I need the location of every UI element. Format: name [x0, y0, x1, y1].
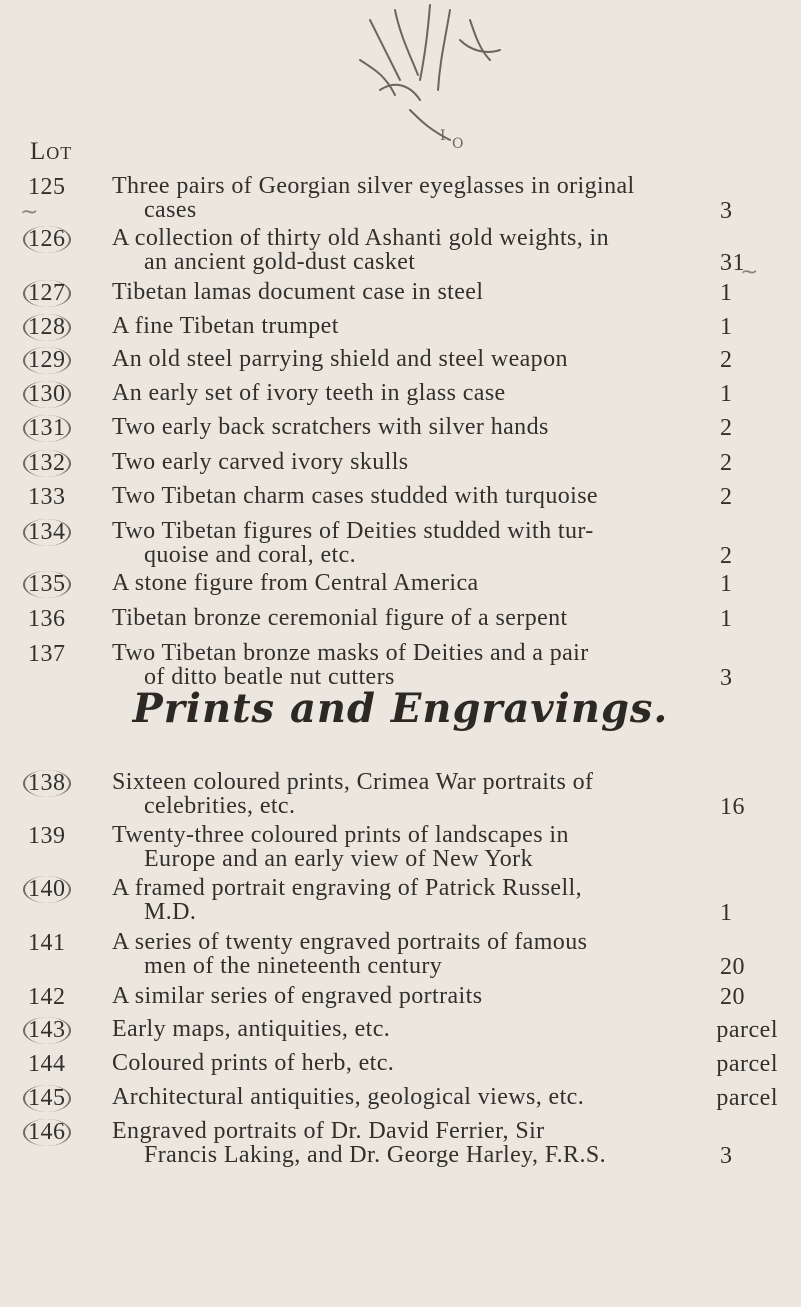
lot-description: A framed portrait engraving of Patrick Russell,	[112, 875, 583, 901]
pencil-sketch-illustration	[300, 0, 540, 160]
lot-description: An old steel parrying shield and steel weapon	[112, 346, 568, 372]
lot-description: A fine Tibetan trumpet	[112, 313, 339, 339]
lot-quantity: 1	[720, 900, 733, 926]
lot-number	[28, 1119, 88, 1146]
lot-number	[28, 930, 88, 957]
lot-quantity: 16	[720, 794, 745, 820]
lot-quantity: 20	[720, 984, 745, 1010]
lot-number	[28, 519, 88, 546]
lot-quantity: 1	[720, 280, 733, 306]
lot-quantity: 1	[720, 606, 733, 632]
lot-number-text: 134	[23, 519, 71, 546]
lot-quantity: 3	[720, 665, 733, 691]
margin-pencil-mark: ~	[20, 200, 39, 225]
lot-description: Twenty-three coloured prints of landscapes in	[112, 822, 569, 848]
lot-description: Sixteen coloured prints, Crimea War portraits of	[112, 769, 594, 795]
lot-description-continued: Europe and an early view of New York	[144, 846, 533, 872]
lot-number-text: 137	[28, 641, 66, 667]
lot-quantity: 1	[720, 571, 733, 597]
lot-quantity: 2	[720, 450, 733, 476]
lot-number-text: 127	[23, 280, 71, 307]
lot-number-text: 139	[28, 823, 66, 849]
lot-number	[28, 280, 88, 307]
lot-description: Two Tibetan bronze masks of Deities and a pair	[112, 640, 589, 666]
lot-number	[28, 1051, 88, 1078]
lot-number	[28, 347, 88, 374]
lot-description: A stone figure from Central America	[112, 570, 479, 596]
lot-number-text: 146	[23, 1119, 71, 1146]
lot-number	[28, 1017, 88, 1044]
lot-number-text: 132	[23, 450, 71, 477]
lot-description: Tibetan lamas document case in steel	[112, 279, 484, 305]
lot-number	[28, 571, 88, 598]
lot-quantity: 2	[720, 543, 733, 569]
lot-number	[28, 1085, 88, 1112]
lot-description: Two Tibetan charm cases studded with turquoise	[112, 483, 598, 509]
lot-number	[28, 984, 88, 1011]
lot-column-header: Lot	[30, 138, 73, 165]
lot-description: Two Tibetan figures of Deities studded with tur-	[112, 518, 594, 544]
lot-number-text: 130	[23, 381, 71, 408]
lot-description: An early set of ivory teeth in glass case	[112, 380, 506, 406]
lot-description-continued: cases	[144, 197, 197, 223]
lot-number	[28, 415, 88, 442]
lot-description: Three pairs of Georgian silver eyeglasses in original	[112, 173, 635, 199]
lot-quantity: 1	[720, 314, 733, 340]
svg-text:I: I	[440, 128, 446, 144]
lot-description: Coloured prints of herb, etc.	[112, 1050, 395, 1076]
lot-quantity: 2	[720, 484, 733, 510]
lot-number-text: 136	[28, 606, 66, 632]
lot-number-text: 126	[23, 226, 71, 253]
lot-description: A series of twenty engraved portraits of famous	[112, 929, 588, 955]
lot-description: Two early carved ivory skulls	[112, 449, 409, 475]
lot-description: Engraved portraits of Dr. David Ferrier, Sir	[112, 1118, 545, 1144]
lot-quantity: parcel	[716, 1017, 778, 1043]
lot-number-text: 133	[28, 484, 66, 510]
lot-description: Early maps, antiquities, etc.	[112, 1016, 391, 1042]
lot-number	[28, 174, 88, 201]
lot-number	[28, 606, 88, 633]
lot-number-text: 145	[23, 1085, 71, 1112]
lot-description: A collection of thirty old Ashanti gold weights, in	[112, 225, 610, 251]
lot-number-text: 131	[23, 415, 71, 442]
lot-number-text: 140	[23, 876, 71, 903]
lot-number-text: 125	[28, 174, 66, 200]
lot-number	[28, 876, 88, 903]
lot-number-text: 141	[28, 930, 66, 956]
lot-quantity: 1	[720, 381, 733, 407]
lot-number-text: 144	[28, 1051, 66, 1077]
lot-description-continued: celebrities, etc.	[144, 793, 296, 819]
lot-number	[28, 381, 88, 408]
lot-quantity: parcel	[716, 1051, 778, 1077]
lot-description-continued: Francis Laking, and Dr. George Harley, F.R.S.	[144, 1142, 606, 1168]
lot-number-text: 142	[28, 984, 66, 1010]
lot-description-continued: an ancient gold-dust casket	[144, 249, 416, 275]
lot-number	[28, 770, 88, 797]
margin-pencil-mark: ~	[740, 260, 759, 285]
lot-number-text: 138	[23, 770, 71, 797]
lot-description-continued: M.D.	[144, 899, 197, 925]
lot-quantity: 3	[720, 198, 733, 224]
lot-number	[28, 450, 88, 477]
lot-description: Tibetan bronze ceremonial figure of a serpent	[112, 605, 568, 631]
lot-quantity: 2	[720, 415, 733, 441]
lot-number	[28, 484, 88, 511]
lot-number	[28, 226, 88, 253]
lot-description: Two early back scratchers with silver hands	[112, 414, 549, 440]
lot-number-text: 129	[23, 347, 71, 374]
lot-number	[28, 641, 88, 668]
lot-number-text: 128	[23, 314, 71, 341]
lot-number-text: 135	[23, 571, 71, 598]
lot-quantity: 31	[720, 250, 745, 276]
lot-number	[28, 314, 88, 341]
lot-description: Architectural antiquities, geological views, etc.	[112, 1084, 585, 1110]
lot-quantity: parcel	[716, 1085, 778, 1111]
section-heading-prints: Prints and Engravings.	[132, 685, 669, 732]
lot-number-text: 143	[23, 1017, 71, 1044]
lot-description-continued: quoise and coral, etc.	[144, 542, 357, 568]
svg-text:O: O	[452, 136, 464, 152]
lot-number	[28, 823, 88, 850]
lot-quantity: 20	[720, 954, 745, 980]
lot-quantity: 2	[720, 347, 733, 373]
lot-description-continued: men of the nineteenth century	[144, 953, 443, 979]
lot-description-continued: of ditto beatle nut cutters	[144, 664, 395, 690]
lot-description: A similar series of engraved portraits	[112, 983, 483, 1009]
lot-quantity: 3	[720, 1143, 733, 1169]
